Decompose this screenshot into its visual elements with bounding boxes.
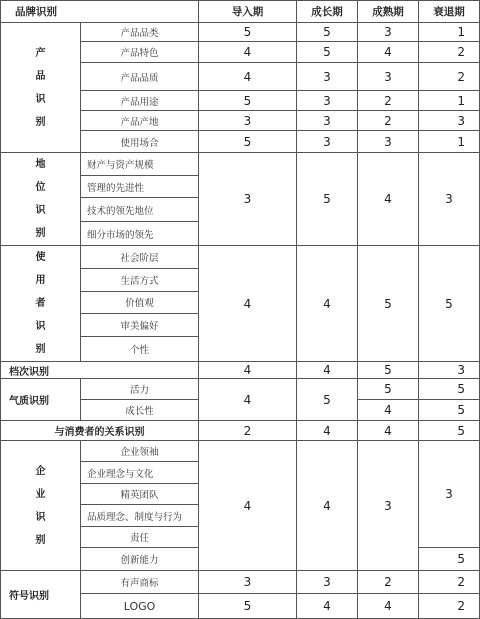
- table-row: [1, 421, 480, 441]
- value-cell: 1: [419, 23, 480, 42]
- table-row: [1, 23, 480, 42]
- value-cell: 1: [419, 131, 480, 153]
- row-item: 产品用途: [81, 91, 199, 111]
- row-item: 使用场合: [81, 131, 199, 153]
- row-item: 产品产地: [81, 111, 199, 131]
- table-row: [1, 153, 480, 176]
- value-cell: 5: [419, 400, 480, 421]
- row-item: 责任: [81, 527, 199, 548]
- header-growth: 成长期: [297, 1, 358, 23]
- table-row: [1, 379, 480, 400]
- row-item: 社会阶层: [81, 246, 199, 269]
- table-row: [1, 571, 480, 594]
- row-item: 品质理念、制度与行为: [81, 505, 199, 527]
- row-item: 企业理念与文化: [81, 462, 199, 484]
- row-item: LOGO: [81, 594, 199, 619]
- value-cell: 4: [297, 246, 358, 362]
- row-item: 产品特色: [81, 42, 199, 63]
- row-item: 生活方式: [81, 269, 199, 291]
- row-item: 产品品质: [81, 63, 199, 91]
- value-cell: 2: [358, 571, 419, 594]
- value-cell: 3: [358, 63, 419, 91]
- value-cell: 3: [297, 91, 358, 111]
- row-item: 有声商标: [81, 571, 199, 594]
- row-item: 企业领袖: [81, 441, 199, 462]
- value-cell: 5: [358, 246, 419, 362]
- value-cell: 4: [199, 379, 297, 421]
- table-row: [1, 362, 480, 379]
- row-item: 审美偏好: [81, 314, 199, 337]
- value-cell: 3: [419, 441, 480, 548]
- row-item: 精英团队: [81, 484, 199, 505]
- value-cell: 3: [297, 111, 358, 131]
- table-row: [1, 246, 480, 269]
- value-cell: 4: [297, 421, 358, 441]
- value-cell: 2: [419, 594, 480, 619]
- value-cell: 4: [297, 441, 358, 571]
- value-cell: 5: [199, 23, 297, 42]
- value-cell: 4: [199, 441, 297, 571]
- value-cell: 5: [199, 91, 297, 111]
- position-section-label: 地 位 识 别: [1, 153, 81, 246]
- temperament-section-label: 气质识别: [1, 379, 81, 421]
- value-cell: 4: [199, 246, 297, 362]
- value-cell: 1: [419, 91, 480, 111]
- header-introduction: 导入期: [199, 1, 297, 23]
- row-item: 细分市场的领先: [81, 222, 199, 246]
- value-cell: 3: [358, 131, 419, 153]
- value-cell: 4: [358, 421, 419, 441]
- row-item: 财产与资产规模: [81, 153, 199, 176]
- value-cell: 3: [419, 111, 480, 131]
- table-row: [1, 441, 480, 462]
- header-row: [1, 1, 480, 23]
- relation-section-label: 与消费者的关系识别: [1, 421, 199, 441]
- value-cell: 5: [297, 23, 358, 42]
- value-cell: 3: [199, 571, 297, 594]
- user-section-label: 使 用 者 识 别: [1, 246, 81, 362]
- row-item: 价值观: [81, 291, 199, 313]
- value-cell: 3: [297, 63, 358, 91]
- value-cell: 5: [419, 548, 480, 571]
- row-item: 活力: [81, 379, 199, 400]
- row-item: 创新能力: [81, 548, 199, 571]
- value-cell: 5: [358, 362, 419, 379]
- value-cell: 5: [199, 131, 297, 153]
- header-maturity: 成熟期: [358, 1, 419, 23]
- value-cell: 3: [419, 362, 480, 379]
- value-cell: 2: [419, 571, 480, 594]
- value-cell: 4: [358, 153, 419, 246]
- header-decline: 衰退期: [419, 1, 480, 23]
- value-cell: 5: [419, 379, 480, 400]
- row-item: 产品品类: [81, 23, 199, 42]
- value-cell: 3: [297, 571, 358, 594]
- value-cell: 2: [358, 111, 419, 131]
- value-cell: 4: [358, 594, 419, 619]
- enterprise-section-label: 企 业 识 别: [1, 441, 81, 571]
- value-cell: 4: [358, 42, 419, 63]
- value-cell: 3: [419, 153, 480, 246]
- value-cell: 5: [297, 153, 358, 246]
- value-cell: 4: [199, 42, 297, 63]
- value-cell: 3: [199, 111, 297, 131]
- value-cell: 3: [199, 153, 297, 246]
- header-category: 品牌识别: [1, 1, 199, 23]
- value-cell: 5: [358, 379, 419, 400]
- value-cell: 4: [358, 400, 419, 421]
- row-item: 个性: [81, 337, 199, 362]
- value-cell: 3: [358, 441, 419, 571]
- row-item: 管理的先进性: [81, 175, 199, 198]
- value-cell: 4: [199, 63, 297, 91]
- value-cell: 5: [297, 42, 358, 63]
- value-cell: 2: [199, 421, 297, 441]
- value-cell: 5: [419, 246, 480, 362]
- value-cell: 5: [297, 379, 358, 421]
- row-item: 成长性: [81, 400, 199, 421]
- value-cell: 2: [358, 91, 419, 111]
- value-cell: 2: [419, 63, 480, 91]
- symbol-section-label: 符号识别: [1, 571, 81, 619]
- value-cell: 5: [419, 421, 480, 441]
- value-cell: 3: [358, 23, 419, 42]
- value-cell: 4: [297, 594, 358, 619]
- value-cell: 4: [199, 362, 297, 379]
- value-cell: 2: [419, 42, 480, 63]
- row-item: 技术的领先地位: [81, 198, 199, 222]
- value-cell: 5: [199, 594, 297, 619]
- value-cell: 3: [297, 131, 358, 153]
- tier-section-label: 档次识别: [1, 362, 199, 379]
- product-section-label: 产 品 识 别: [1, 23, 81, 153]
- value-cell: 4: [297, 362, 358, 379]
